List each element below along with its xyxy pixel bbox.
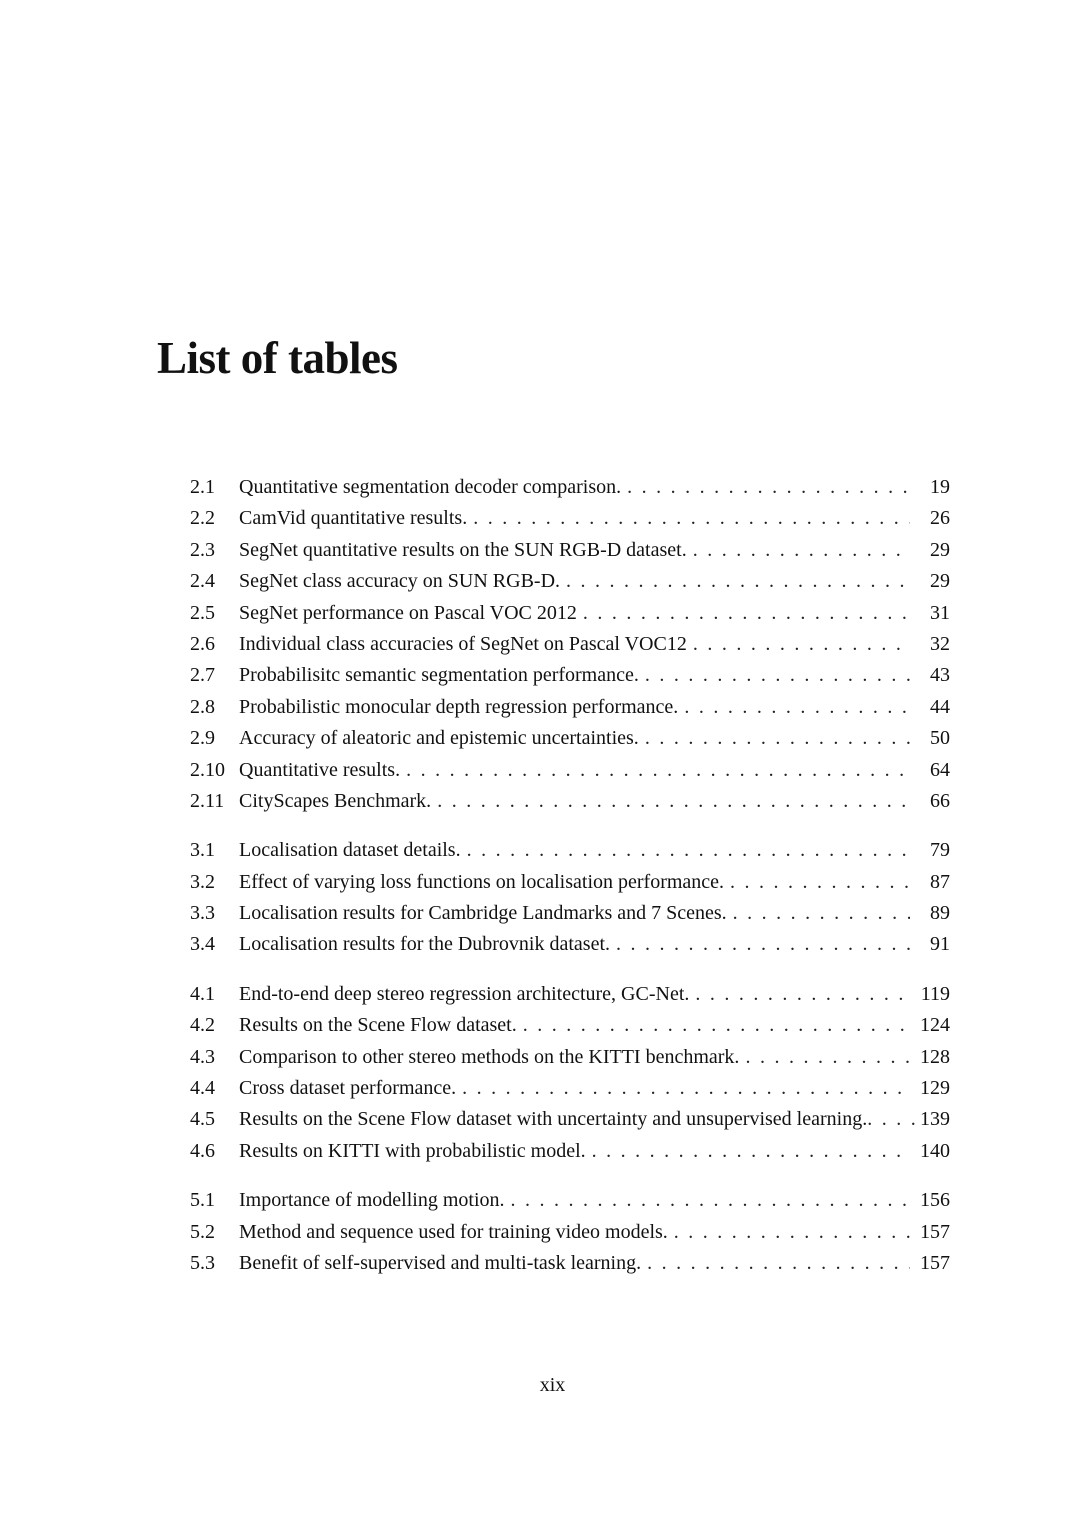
table-caption: Results on the Scene Flow dataset. [239, 1014, 517, 1037]
page-ref: 89 [930, 902, 950, 925]
table-caption: CityScapes Benchmark. [239, 789, 432, 812]
table-number: 2.6 [190, 632, 215, 655]
table-caption: Results on KITTI with probabilistic model. [239, 1139, 586, 1162]
page-ref: 32 [930, 632, 950, 655]
list-item[interactable] [190, 503, 950, 534]
table-caption: Comparison to other stereo methods on the KITTI benchmark. [239, 1045, 740, 1068]
list-item[interactable] [190, 1010, 950, 1041]
table-caption: SegNet performance on Pascal VOC 2012 [239, 601, 577, 624]
dot-leader [647, 1248, 910, 1279]
table-caption: Importance of modelling motion. [239, 1189, 505, 1212]
page-ref: 50 [930, 727, 950, 750]
list-item[interactable] [190, 755, 950, 786]
table-caption: Quantitative results. [239, 758, 401, 781]
dot-leader [730, 867, 910, 898]
table-number: 2.4 [190, 570, 215, 593]
list-item[interactable] [190, 566, 950, 597]
table-number: 2.8 [190, 695, 215, 718]
dot-leader [406, 755, 910, 786]
table-number: 2.1 [190, 476, 215, 498]
list-item[interactable] [190, 929, 950, 960]
list-item[interactable] [190, 1042, 950, 1073]
table-number: 2.10 [190, 758, 225, 781]
list-item[interactable] [190, 898, 950, 929]
page-ref: 91 [930, 933, 950, 956]
page-ref: 157 [920, 1251, 950, 1274]
list-item[interactable] [190, 1104, 950, 1135]
table-number: 4.3 [190, 1045, 215, 1068]
list-item[interactable] [190, 692, 950, 723]
dot-leader [592, 1136, 910, 1167]
table-caption: Accuracy of aleatoric and epistemic uncertainties. [239, 727, 639, 750]
table-caption: Quantitative segmentation decoder comparison. [239, 476, 622, 498]
page-ref: 140 [920, 1139, 950, 1162]
table-number: 3.1 [190, 839, 215, 862]
table-group [190, 472, 950, 817]
dot-leader [627, 472, 910, 503]
list-item[interactable] [190, 867, 950, 898]
table-number: 2.2 [190, 507, 215, 530]
page-ref: 29 [930, 538, 950, 561]
table-caption: Probabilisitc semantic segmentation performance. [239, 664, 639, 687]
table-list [190, 472, 950, 1297]
table-number: 4.2 [190, 1014, 215, 1037]
dot-leader [733, 898, 910, 929]
table-number: 3.3 [190, 902, 215, 925]
dot-leader [566, 566, 910, 597]
page-ref: 87 [930, 870, 950, 893]
table-caption: CamVid quantitative results. [239, 507, 468, 530]
dot-leader [583, 598, 910, 629]
list-item[interactable] [190, 1185, 950, 1216]
page-ref: 124 [920, 1014, 950, 1037]
table-number: 4.6 [190, 1139, 215, 1162]
page-ref: 26 [930, 507, 950, 530]
page-ref: 119 [920, 982, 950, 1005]
table-caption: Localisation results for Cambridge Landmarks and 7 Scenes. [239, 902, 727, 925]
list-item[interactable] [190, 1248, 950, 1279]
table-group [190, 979, 950, 1167]
list-item[interactable] [190, 660, 950, 691]
page-ref: 157 [920, 1220, 950, 1243]
table-caption: Effect of varying loss functions on localisation performance. [239, 870, 725, 893]
table-caption: SegNet quantitative results on the SUN RGB-D dataset. [239, 538, 687, 561]
page-ref: 156 [920, 1189, 950, 1212]
list-item[interactable] [190, 1073, 950, 1104]
dot-leader [645, 660, 910, 691]
dot-leader [462, 1073, 910, 1104]
page-ref: 79 [930, 839, 950, 862]
page-ref: 19 [930, 476, 950, 498]
table-caption: Cross dataset performance. [239, 1077, 457, 1100]
table-caption: Individual class accuracies of SegNet on Pascal VOC12 [239, 632, 687, 655]
page-ref: 64 [930, 758, 950, 781]
table-number: 2.3 [190, 538, 215, 561]
table-number: 2.5 [190, 601, 215, 624]
dot-leader [693, 629, 910, 660]
dot-leader [867, 1104, 916, 1135]
page-ref: 31 [930, 601, 950, 624]
table-number: 4.1 [190, 982, 215, 1005]
list-item[interactable] [190, 472, 950, 503]
page-ref: 44 [930, 695, 950, 718]
dot-leader [645, 723, 910, 754]
page-number: xix [539, 1374, 566, 1396]
list-item[interactable] [190, 723, 950, 754]
list-item[interactable] [190, 535, 950, 566]
table-group [190, 1185, 950, 1279]
table-caption: Localisation dataset details. [239, 839, 461, 862]
table-group [190, 835, 950, 961]
list-item[interactable] [190, 1136, 950, 1167]
table-caption: Results on the Scene Flow dataset with uncertainty and unsupervised learning. [239, 1108, 868, 1131]
table-number: 4.5 [190, 1108, 215, 1131]
dot-leader [745, 1042, 910, 1073]
page-ref: 43 [930, 664, 950, 687]
table-number: 5.3 [190, 1251, 215, 1274]
table-caption: Method and sequence used for training video models. [239, 1220, 668, 1243]
table-number: 2.9 [190, 727, 215, 750]
page-title: List of tables [157, 333, 398, 383]
table-number: 4.4 [190, 1077, 215, 1100]
dot-leader [523, 1010, 910, 1041]
page-ref: 66 [930, 789, 950, 812]
table-caption: End-to-end deep stereo regression architecture, GC-Net. [239, 982, 690, 1005]
table-caption: Probabilistic monocular depth regression performance. [239, 695, 679, 718]
table-caption: SegNet class accuracy on SUN RGB-D. [239, 570, 561, 593]
list-item[interactable] [190, 598, 950, 629]
list-item[interactable] [190, 835, 950, 866]
dot-leader [616, 929, 910, 960]
dot-leader [693, 535, 910, 566]
table-number: 2.11 [190, 789, 225, 812]
table-number: 3.2 [190, 870, 215, 893]
page-ref: 139 [920, 1108, 950, 1131]
list-item[interactable] [190, 629, 950, 660]
list-item[interactable] [190, 786, 950, 817]
list-item[interactable] [190, 979, 950, 1010]
table-number: 5.2 [190, 1220, 215, 1243]
page-ref: 128 [920, 1045, 950, 1068]
page-ref: 29 [930, 570, 950, 593]
dot-leader [467, 835, 910, 866]
dot-leader [684, 692, 910, 723]
page-ref: 129 [920, 1077, 950, 1100]
table-number: 2.7 [190, 664, 215, 687]
dot-leader [511, 1185, 911, 1216]
dot-leader [473, 503, 910, 534]
table-number: 5.1 [190, 1189, 215, 1212]
table-caption: Localisation results for the Dubrovnik dataset. [239, 933, 611, 956]
dot-leader [674, 1217, 910, 1248]
dot-leader [437, 786, 910, 817]
list-item[interactable] [190, 1217, 950, 1248]
dot-leader [695, 979, 910, 1010]
table-caption: Benefit of self-supervised and multi-task learning. [239, 1251, 642, 1274]
table-number: 3.4 [190, 933, 215, 956]
